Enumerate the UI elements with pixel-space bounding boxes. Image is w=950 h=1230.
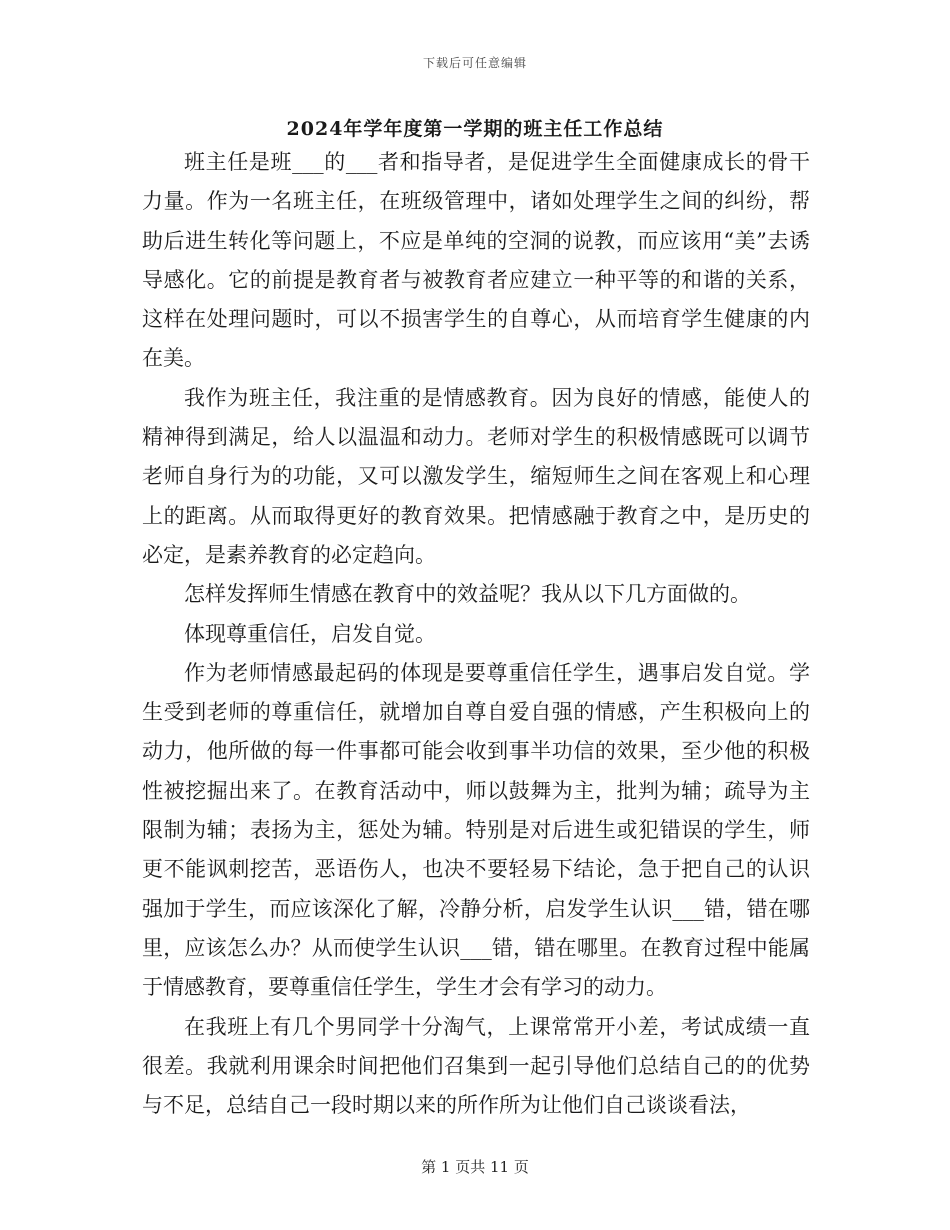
header-note: 下载后可任意编辑 xyxy=(422,56,527,70)
document-body xyxy=(142,143,810,1125)
paragraph-3: 怎样发挥师生情感在教育中的效益呢？我从以下几方面做的。 xyxy=(184,582,751,607)
paragraph-2: 我作为班主任，我注重的是情感教育。因为良好的情感，能使人的精神得到满足，给人以温温和动力。老师对学生的积极情感既可以调节老师自身行为的功能，又可以激发学生，缩短师生之间在客观上和心理上的距离。从而取得更好的教育效果。把情感融于教育之中，是历史的必定，是素养教育的必定趋向。 xyxy=(142,385,810,567)
paragraph-1: 班主任是班___的___者和指导者，是促进学生全面健康成长的骨干力量。作为一名班主任，在班级管理中，诸如处理学生之间的纠纷，帮助后进生转化等问题上，不应是单纯的空洞的说教，而应该用“美”去诱导感化。它的前提是教育者与被教育者应建立一种平等的和谐的关系，这样在处理问题时，可以不损害学生的自尊心，从而培育学生健康的内在美。 xyxy=(142,150,810,371)
page-number-footer: 第 1 页共 11 页 xyxy=(421,1158,529,1176)
paragraph-5: 作为老师情感最起码的体现是要尊重信任学生，遇事启发自觉。学生受到老师的尊重信任，就增加自尊自爱自强的情感，产生积极向上的动力，他所做的每一件事都可能会收到事半功信的效果，至少他的积极性被挖掘出来了。在教育活动中，师以鼓舞为主，批判为辅；疏导为主限制为辅；表扬为主，惩处为辅。特别是对后进生或犯错误的学生，师更不能讽刺挖苦，恶语伤人，也决不要轻易下结论，急于把自己的认识强加于学生，而应该深化了解，冷静分析，启发学生认识___错，错在哪里，应该怎么办？从而使学生认识___错，错在哪里。在教育过程中能属于情感教育，要尊重信任学生，学生才会有学习的动力。 xyxy=(142,660,810,1000)
paragraph-4-heading: 体现尊重信任，启发自觉。 xyxy=(184,621,436,646)
document-title: 2024年学年度第一学期的班主任工作总结 xyxy=(286,118,664,140)
paragraph-6: 在我班上有几个男同学十分淘气，上课常常开小差，考试成绩一直很差。我就利用课余时间把他们召集到一起引导他们总结自己的的优势与不足，总结自己一段时期以来的所作所为让他们自己谈谈看法， xyxy=(142,1014,810,1118)
